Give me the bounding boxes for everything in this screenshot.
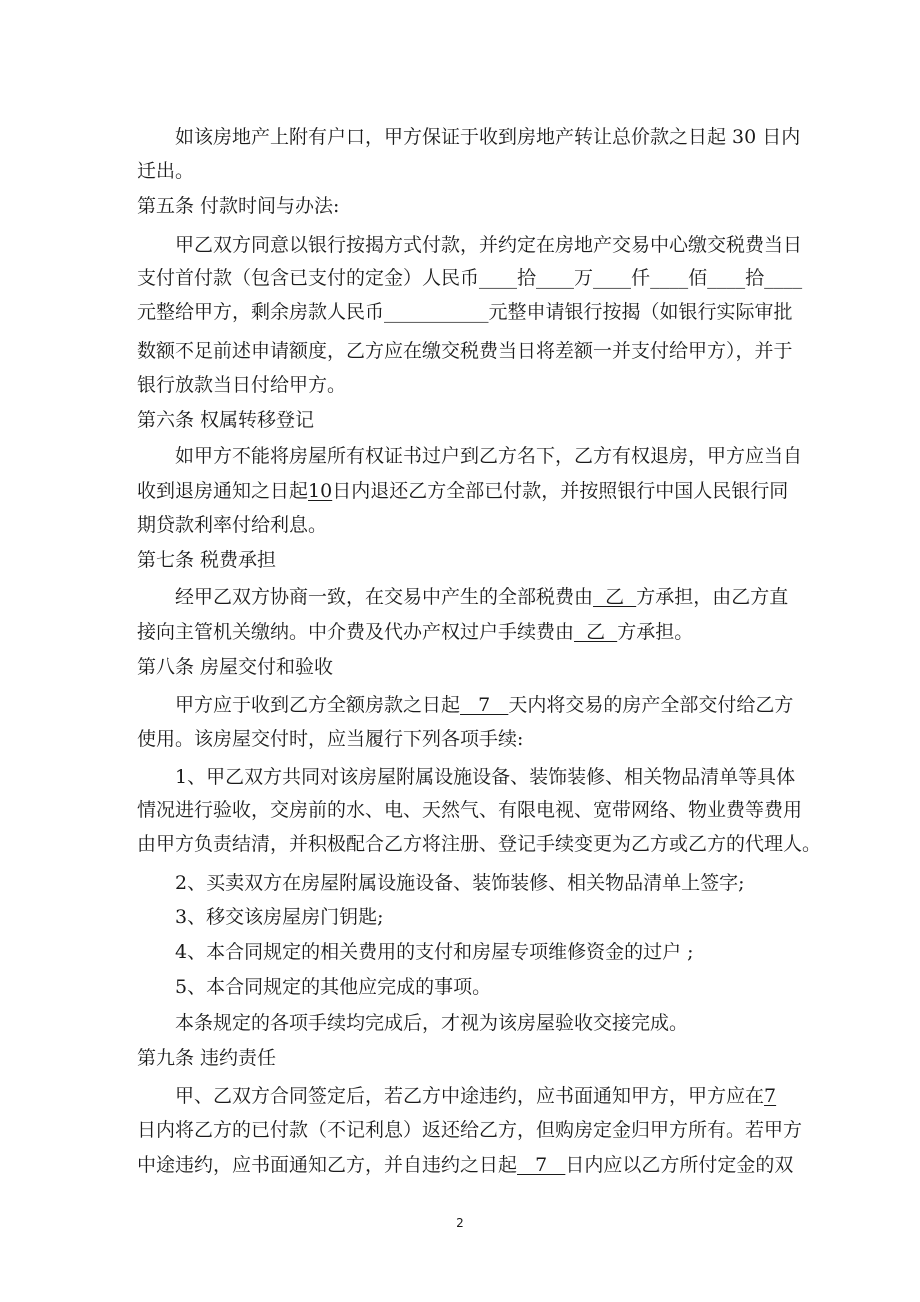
page-number: 2 <box>456 1216 464 1230</box>
days-field: 10 <box>308 480 333 502</box>
delivery-days-line: 甲方应于收到乙方全额房款之日起 7 天内将交易的房产全部交付给乙方 <box>175 694 794 716</box>
amount-blank: ____ <box>593 267 632 289</box>
paragraph-line: 本条规定的各项手续均完成后，才视为该房屋验收交接完成。 <box>175 1012 689 1034</box>
tax-party-line: 经甲乙双方协商一致，在交易中产生的全部税费由 乙 方承担，由乙方直 <box>175 586 789 608</box>
article-9-heading: 第九条 违约责任 <box>137 1047 277 1069</box>
list-item: 5、本合同规定的其他应完成的事项。 <box>175 976 492 998</box>
paragraph-line: 期贷款利率付给利息。 <box>137 514 328 536</box>
paragraph-line: 迁出。 <box>137 160 195 182</box>
paragraph-line: 日内将乙方的已付款（不记利息）返还给乙方，但购房定金归甲方所有。若甲方 <box>137 1119 803 1141</box>
remaining-payment-line: 元整给甲方，剩余房款人民币___________元整申请银行按揭（如银行实际审批 <box>137 301 793 323</box>
days-field: 7 <box>764 1085 777 1107</box>
breach-line: 甲、乙双方合同签定后，若乙方中途违约，应书面通知甲方，甲方应在7 <box>175 1085 777 1107</box>
paragraph-line: 甲乙双方同意以银行按揭方式付款，并约定在房地产交易中心缴交税费当日 <box>175 234 803 256</box>
article-7-heading: 第七条 税费承担 <box>137 549 277 571</box>
amount-blank: ____ <box>707 267 746 289</box>
amount-blank: ___________ <box>384 301 489 323</box>
paragraph-line: 如该房地产上附有户口，甲方保证于收到房地产转让总价款之日起 30 日内 <box>175 126 801 148</box>
list-item: 3、移交该房屋房门钥匙; <box>175 906 384 928</box>
list-item: 1、甲乙双方共同对该房屋附属设施设备、装饰装修、相关物品清单等具体 <box>175 766 796 788</box>
party-field: 乙 <box>593 586 637 608</box>
amount-blank: ____ <box>536 267 575 289</box>
paragraph-line: 使用。该房屋交付时，应当履行下列各项手续: <box>137 728 524 750</box>
amount-blank: ____ <box>764 267 803 289</box>
paragraph-line: 数额不足前述申请额度，乙方应在缴交税费当日将差额一并支付给甲方），并于 <box>137 340 793 362</box>
list-item: 4、本合同规定的相关费用的支付和房屋专项维修资金的过户 ; <box>175 941 694 963</box>
list-item: 2、买卖双方在房屋附属设施设备、装饰装修、相关物品清单上签字; <box>175 872 745 894</box>
breach-days-line: 中途违约，应书面通知乙方，并自违约之日起 7 日内应以乙方所付定金的双 <box>137 1154 794 1176</box>
article-6-heading: 第六条 权属转移登记 <box>137 409 315 431</box>
article-5-heading: 第五条 付款时间与办法: <box>137 195 340 217</box>
days-field: 7 <box>517 1154 566 1176</box>
list-item-cont: 由甲方负责结清，并积极配合乙方将注册、登记手续变更为乙方或乙方的代理人。 <box>137 833 822 855</box>
amount-blank: ____ <box>479 267 518 289</box>
party-field: 乙 <box>574 621 618 643</box>
refund-days-line: 收到退房通知之日起10日内退还乙方全部已付款，并按照银行中国人民银行同 <box>137 480 789 502</box>
list-item-cont: 情况进行验收，交房前的水、电、天然气、有限电视、宽带网络、物业费等费用 <box>137 799 803 821</box>
paragraph-line: 如甲方不能将房屋所有权证书过户到乙方名下，乙方有权退房，甲方应当自 <box>175 445 803 467</box>
days-field: 7 <box>460 694 509 716</box>
down-payment-line: 支付首付款（包含已支付的定金）人民币____拾____万____仟____佰____拾____ <box>137 267 803 289</box>
amount-blank: ____ <box>650 267 689 289</box>
agency-fee-line: 接向主管机关缴纳。中介费及代办产权过户手续费由 乙 方承担。 <box>137 621 694 643</box>
paragraph-line: 银行放款当日付给甲方。 <box>137 374 347 396</box>
article-8-heading: 第八条 房屋交付和验收 <box>137 656 334 678</box>
